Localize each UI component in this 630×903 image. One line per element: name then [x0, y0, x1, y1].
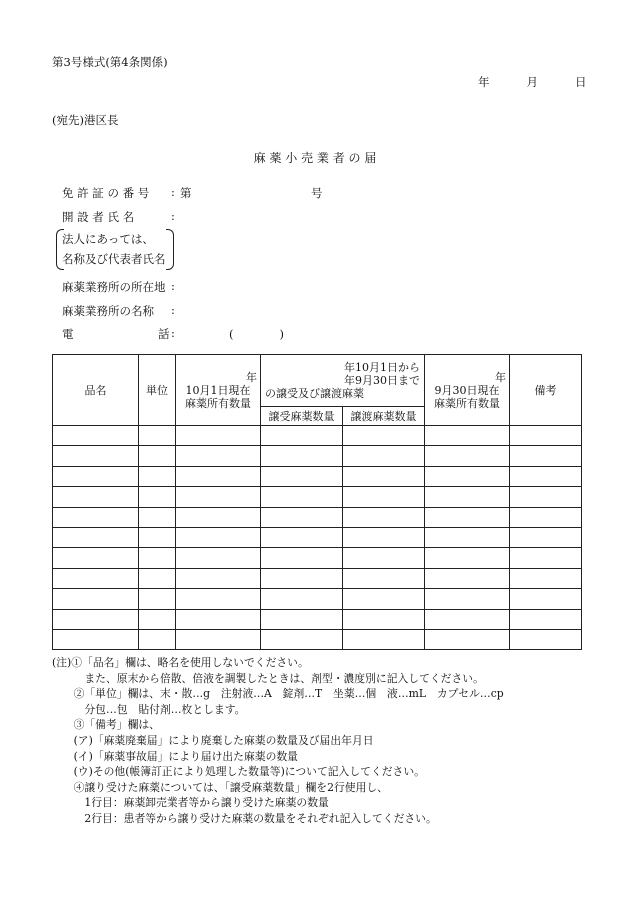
cell[interactable]: [139, 589, 176, 609]
table-row: [53, 568, 582, 588]
cell[interactable]: [53, 426, 139, 446]
header-transfer-from: 年10月1日から: [344, 361, 420, 374]
cell[interactable]: [425, 446, 510, 466]
cell[interactable]: [510, 548, 582, 568]
header-transfer-to: 年9月30日まで: [344, 374, 420, 387]
note-line: 1行目：麻薬卸売業者等から譲り受けた麻薬の数量: [52, 796, 329, 810]
cell[interactable]: [261, 527, 343, 547]
cell[interactable]: [343, 507, 425, 527]
header-received-quantity: 譲受麻薬数量: [261, 407, 343, 426]
cell[interactable]: [139, 426, 176, 446]
cell[interactable]: [261, 507, 343, 527]
form-number-label: 第3号様式(第4条関係): [52, 55, 168, 69]
cell[interactable]: [53, 589, 139, 609]
cell[interactable]: [53, 527, 139, 547]
notes-section: [52, 655, 504, 827]
header-oct-year: 年: [246, 370, 257, 384]
cell[interactable]: [510, 507, 582, 527]
header-sep-date: 9月30日現在: [434, 383, 500, 397]
cell[interactable]: [343, 466, 425, 486]
phone-label-second: 話: [158, 327, 170, 341]
note-line: また、原末から倍散、倍液を調製したときは、剤型・濃度別に記入してください。: [52, 671, 484, 685]
cell[interactable]: [510, 446, 582, 466]
header-transfer-period: [261, 355, 425, 407]
cell[interactable]: [261, 568, 343, 588]
note-line: (注)①「品名」欄は、略名を使用しないでください。: [52, 656, 309, 669]
cell[interactable]: [425, 507, 510, 527]
cell[interactable]: [425, 609, 510, 629]
cell[interactable]: [343, 426, 425, 446]
cell[interactable]: [343, 589, 425, 609]
table-row: [53, 548, 582, 568]
cell[interactable]: [510, 629, 582, 649]
header-transfer-desc: の譲受及び譲渡麻薬: [265, 387, 364, 400]
cell[interactable]: [343, 568, 425, 588]
license-colon: :: [171, 185, 175, 199]
cell[interactable]: [425, 548, 510, 568]
cell[interactable]: [343, 548, 425, 568]
cell[interactable]: [139, 548, 176, 568]
cell[interactable]: [176, 426, 261, 446]
table-row: [53, 507, 582, 527]
cell[interactable]: [510, 568, 582, 588]
header-oct-quantity: 麻薬所有数量: [185, 396, 251, 410]
right-bracket: [166, 229, 174, 270]
office-address-label: 麻薬業務所の所在地: [62, 280, 166, 294]
note-line: ④譲り受けた麻薬については、「譲受麻薬数量」欄を2行使用し、: [52, 780, 388, 794]
cell[interactable]: [343, 446, 425, 466]
date-year: 年: [478, 75, 490, 89]
date-month: 月: [526, 75, 538, 89]
recipient: (宛先)港区長: [52, 113, 119, 127]
cell[interactable]: [176, 609, 261, 629]
cell[interactable]: [53, 609, 139, 629]
cell[interactable]: [53, 568, 139, 588]
cell[interactable]: [139, 446, 176, 466]
cell[interactable]: [53, 507, 139, 527]
date-line: [478, 74, 587, 90]
cell[interactable]: [139, 487, 176, 507]
founder-colon: :: [171, 209, 175, 223]
table-row: [53, 589, 582, 609]
note-line: (イ)「麻薬事故届」により届け出た麻薬の数量: [52, 749, 298, 763]
cell[interactable]: [425, 426, 510, 446]
header-remarks: 備考: [510, 355, 582, 426]
cell[interactable]: [425, 487, 510, 507]
cell[interactable]: [139, 527, 176, 547]
cell[interactable]: [510, 589, 582, 609]
cell[interactable]: [176, 527, 261, 547]
cell[interactable]: [343, 609, 425, 629]
table-row: [53, 527, 582, 547]
cell[interactable]: [425, 589, 510, 609]
blank-rows: [53, 426, 582, 650]
note-line: (ウ)その他(帳簿訂正により処理した数量等)について記入してください。: [52, 765, 425, 779]
header-sep-quantity: 麻薬所有数量: [434, 396, 500, 410]
cell[interactable]: [261, 629, 343, 649]
cell[interactable]: [261, 466, 343, 486]
cell[interactable]: [343, 527, 425, 547]
cell[interactable]: [510, 527, 582, 547]
header-sep-year: 年: [495, 370, 506, 384]
cell[interactable]: [176, 568, 261, 588]
founder-name-label: 開 設 者 氏 名: [62, 210, 135, 224]
cell[interactable]: [176, 466, 261, 486]
note-line: 2行目：患者等から譲り受けた麻薬の数量をそれぞれ記入してください。: [52, 811, 437, 825]
cell[interactable]: [176, 629, 261, 649]
cell[interactable]: [53, 629, 139, 649]
document-title: 麻 薬 小 売 業 者 の 届: [253, 151, 377, 165]
date-day: 日: [575, 75, 587, 89]
cell[interactable]: [425, 466, 510, 486]
license-number-label: 免 許 証 の 番 号: [62, 186, 150, 200]
office-name-label: 麻薬業務所の名称: [62, 304, 154, 318]
cell[interactable]: [176, 446, 261, 466]
cell[interactable]: [176, 487, 261, 507]
license-number-suffix: 号: [311, 186, 323, 200]
phone-label-first: 電: [62, 327, 74, 341]
office-name-colon: :: [171, 303, 175, 317]
phone-colon: :: [171, 326, 175, 340]
cell[interactable]: [53, 548, 139, 568]
header-transferred-quantity: 譲渡麻薬数量: [343, 407, 425, 426]
license-number-prefix: 第: [180, 186, 192, 200]
cell[interactable]: [261, 589, 343, 609]
cell[interactable]: [261, 609, 343, 629]
narcotics-inventory-table: [52, 354, 582, 650]
cell[interactable]: [139, 507, 176, 527]
cell[interactable]: [139, 609, 176, 629]
cell[interactable]: [425, 527, 510, 547]
corporate-note-line-1: 法人にあっては、: [62, 232, 154, 246]
table-row: [53, 609, 582, 629]
header-oct-inventory: [176, 355, 261, 426]
table-row: [53, 487, 582, 507]
header-item-name: 品名: [53, 355, 139, 426]
cell[interactable]: [261, 548, 343, 568]
cell[interactable]: [425, 568, 510, 588]
note-line: 分包…包 貼付剤…枚とします。: [52, 702, 246, 716]
phone-parentheses: ( ): [229, 327, 284, 341]
cell[interactable]: [176, 507, 261, 527]
cell[interactable]: [176, 589, 261, 609]
cell[interactable]: [510, 487, 582, 507]
cell[interactable]: [261, 426, 343, 446]
cell[interactable]: [139, 568, 176, 588]
cell[interactable]: [176, 548, 261, 568]
cell[interactable]: [53, 446, 139, 466]
cell[interactable]: [261, 446, 343, 466]
cell[interactable]: [53, 487, 139, 507]
cell[interactable]: [510, 609, 582, 629]
cell[interactable]: [343, 629, 425, 649]
note-line: (ア)「麻薬廃棄届」により廃棄した麻薬の数量及び届出年月日: [52, 733, 374, 747]
cell[interactable]: [139, 629, 176, 649]
header-oct-date: 10月1日現在: [185, 383, 251, 397]
cell[interactable]: [425, 629, 510, 649]
table-row: [53, 446, 582, 466]
cell[interactable]: [53, 466, 139, 486]
address-colon: :: [171, 279, 175, 293]
cell[interactable]: [343, 487, 425, 507]
table-row: [53, 466, 582, 486]
cell[interactable]: [510, 466, 582, 486]
cell[interactable]: [139, 466, 176, 486]
cell[interactable]: [510, 426, 582, 446]
corporate-note-line-2: 名称及び代表者氏名: [62, 252, 166, 266]
table-row: [53, 629, 582, 649]
cell[interactable]: [261, 487, 343, 507]
header-unit: 単位: [139, 355, 176, 426]
note-line: ②「単位」欄は、末・散…g 注射液…A 錠剤…T 坐薬…個 液…mL カプセル…cp: [52, 687, 504, 701]
table-row: [53, 426, 582, 446]
note-line: ③「備考」欄は、: [52, 718, 160, 732]
header-sep-inventory: [425, 355, 510, 426]
